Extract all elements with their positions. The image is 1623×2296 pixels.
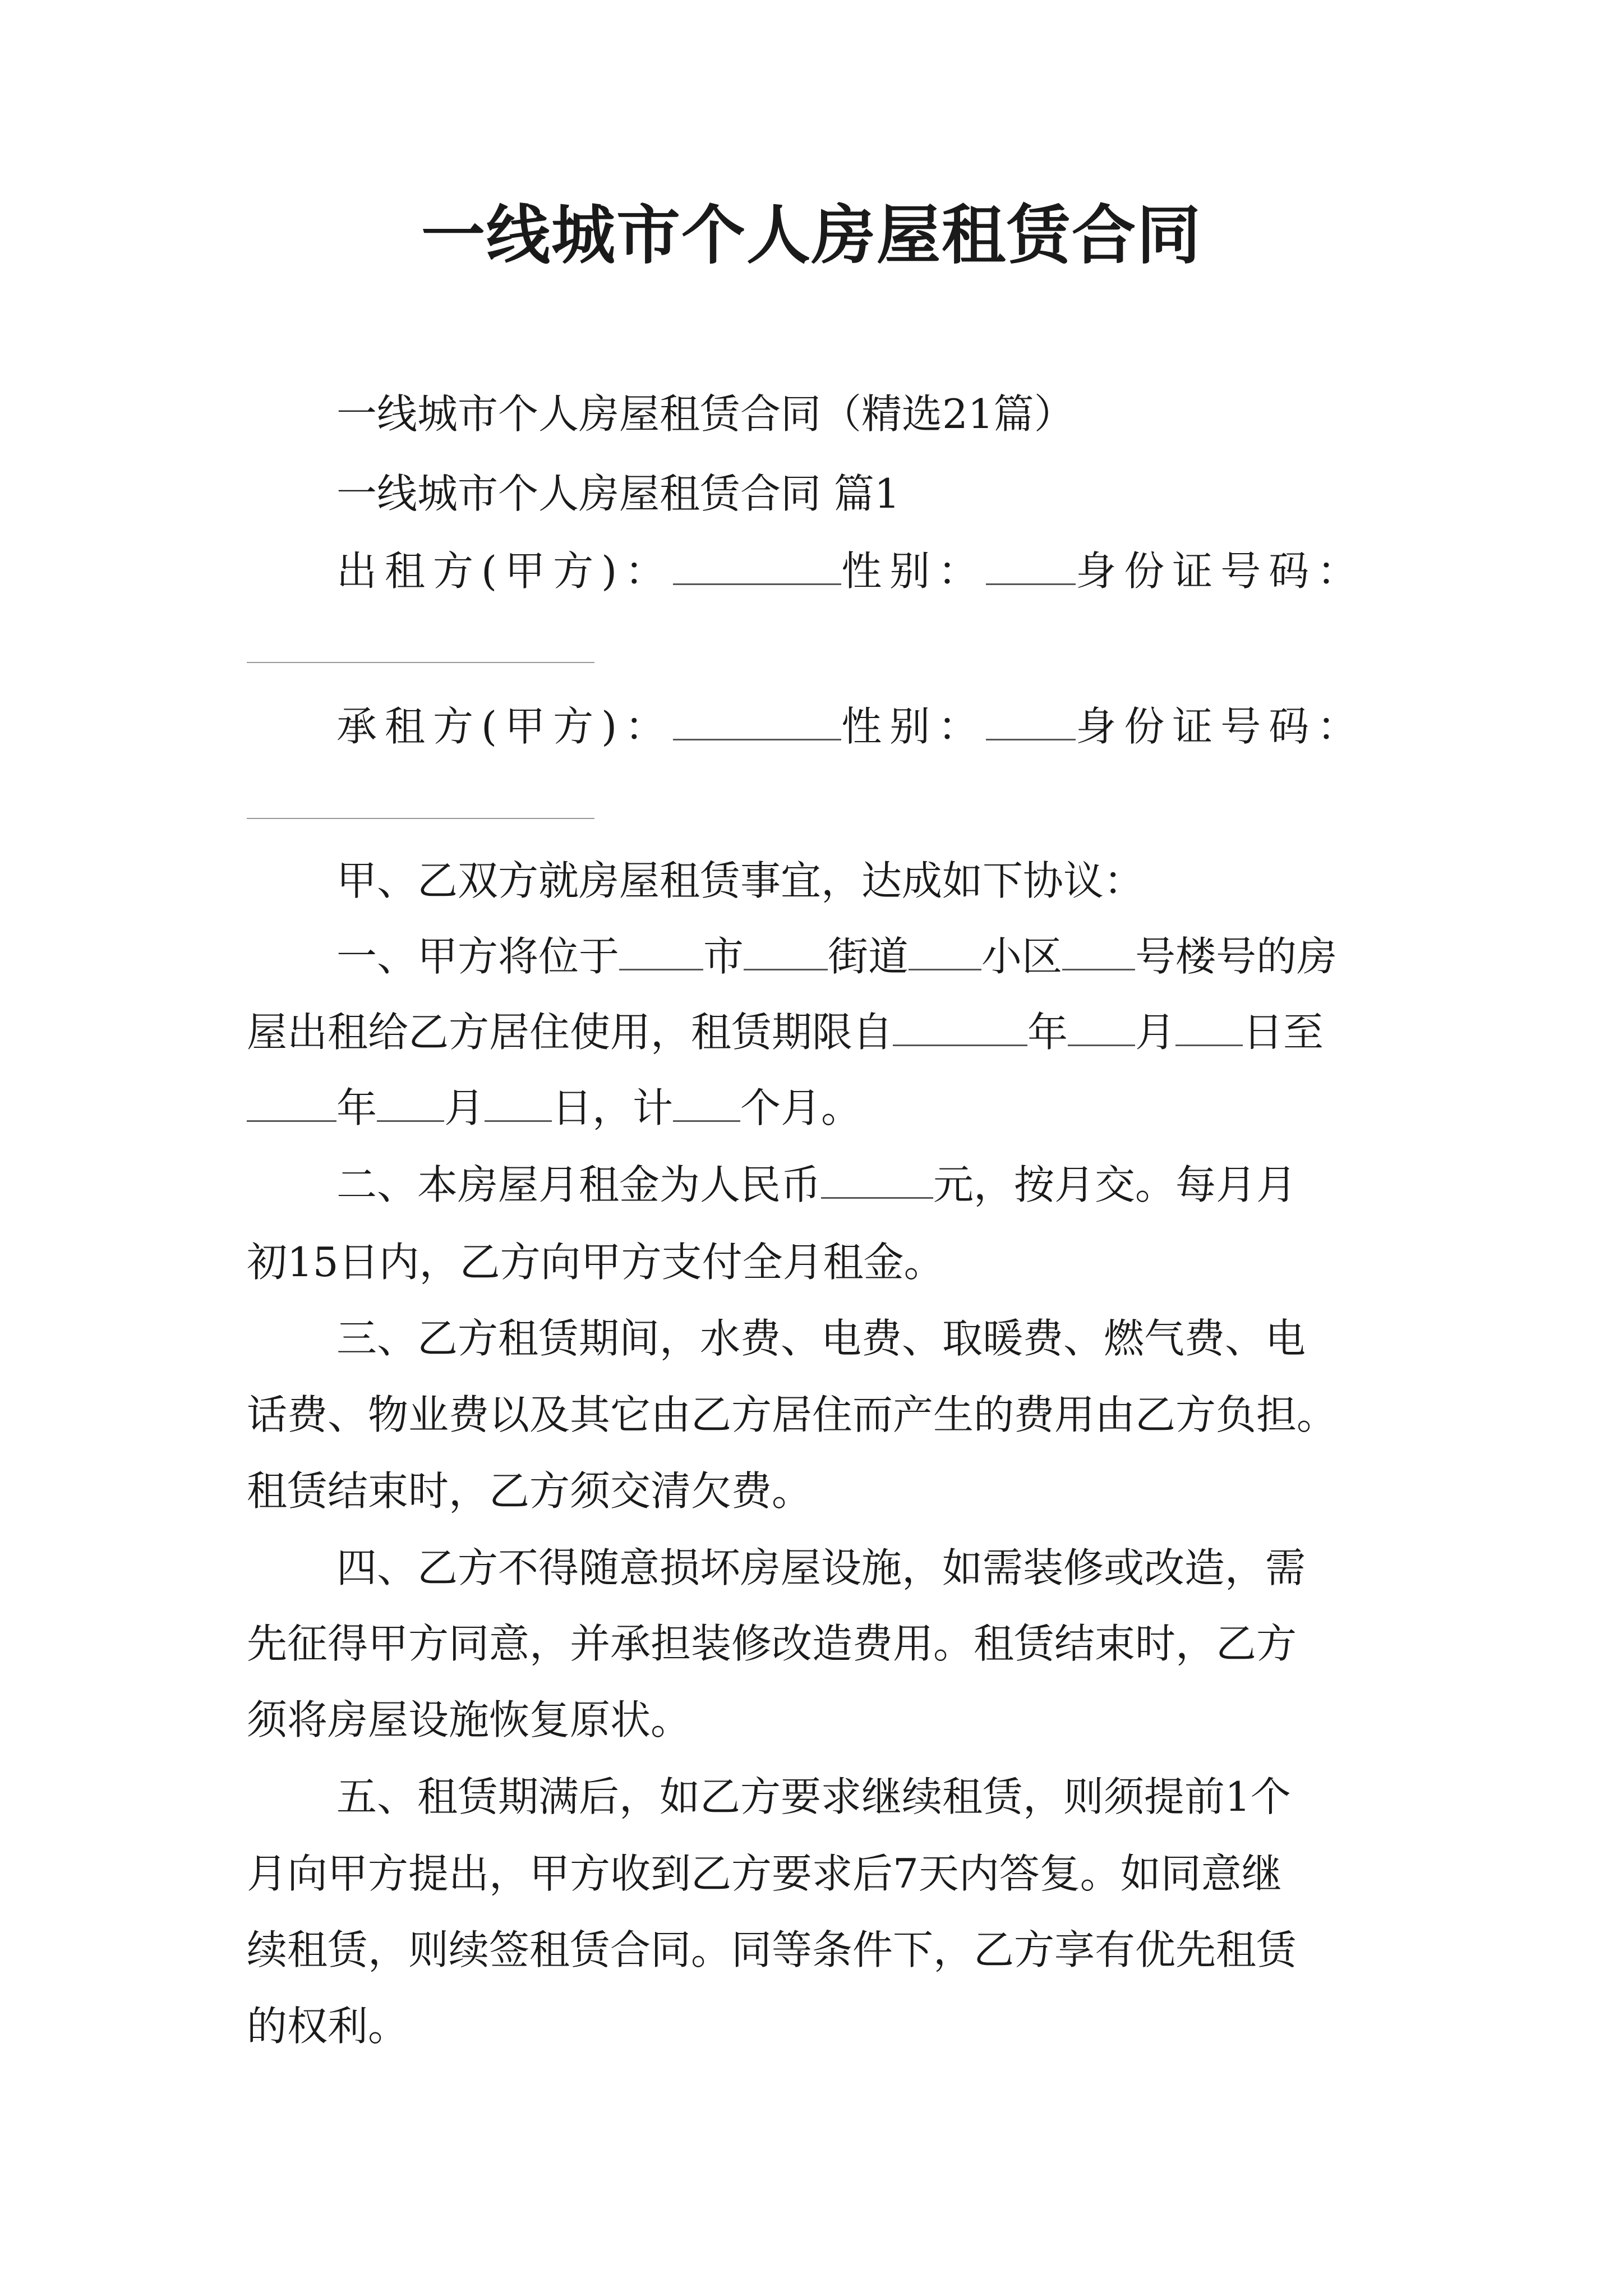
- clause1-line1: [336, 928, 1380, 984]
- clause1-text: 街道: [828, 933, 909, 980]
- lessee-gender-blank: [986, 704, 1076, 740]
- clause4-line3: 须将房屋设施恢复原状。: [247, 1696, 691, 1743]
- clause1-text: 个月。: [740, 1084, 862, 1131]
- clause1-text: 月: [444, 1084, 485, 1131]
- clause1-line2: [247, 1004, 1380, 1060]
- clause2-line1: [336, 1157, 1380, 1213]
- clause1-text: 市: [703, 933, 744, 980]
- clause1-text: 月: [1135, 1009, 1176, 1056]
- lessor-name-blank: [673, 549, 841, 585]
- lessee-gender-label: 性别：: [841, 703, 986, 750]
- clause1-text: 号楼号的房: [1135, 933, 1338, 980]
- city-blank: [619, 934, 703, 970]
- lessor-id-label: 身份证号码：: [1076, 547, 1366, 595]
- end-month-blank: [377, 1085, 444, 1122]
- clause3-line2: 话费、物业费以及其它由乙方居住而产生的费用由乙方负担。: [247, 1391, 1338, 1438]
- clause4-line2: 先征得甲方同意，并承担装修改造费用。租赁结束时，乙方: [247, 1620, 1297, 1667]
- clause1-text: 日至: [1243, 1009, 1324, 1056]
- clause1-text: 年: [1027, 1009, 1068, 1056]
- clause1-text: 年: [336, 1084, 377, 1131]
- clause5-line3: 续租赁，则续签租赁合同。同等条件下，乙方享有优先租赁: [247, 1926, 1297, 1973]
- lessor-gender-blank: [986, 549, 1076, 585]
- clause1-text: 一、甲方将位于: [336, 933, 620, 980]
- clause5-line4: 的权利。: [247, 2003, 409, 2050]
- lessor-gender-label: 性别：: [841, 547, 986, 595]
- start-month-blank: [1068, 1010, 1135, 1046]
- start-day-blank: [1175, 1010, 1243, 1046]
- lessee-name-blank: [673, 704, 841, 740]
- clause5-line1: 五、租赁期满后，如乙方要求继续租赁，则须提前1个: [336, 1773, 1291, 1820]
- end-day-blank: [485, 1085, 552, 1122]
- lessor-line: [336, 543, 1380, 599]
- months-blank: [673, 1085, 740, 1122]
- clause2-line2: 初15日内，乙方向甲方支付全月租金。: [247, 1239, 944, 1286]
- street-blank: [744, 934, 828, 970]
- lessee-label: 承租方(甲方)：: [336, 703, 674, 750]
- clause4-line1: 四、乙方不得随意损坏房屋设施，如需装修或改造，需: [336, 1544, 1306, 1591]
- lessee-id-label: 身份证号码：: [1076, 703, 1366, 750]
- end-year-blank: [247, 1085, 336, 1122]
- clause3-line1: 三、乙方租赁期间，水费、电费、取暖费、燃气费、电: [336, 1315, 1306, 1362]
- clause3-line3: 租赁结束时，乙方须交清欠费。: [247, 1467, 813, 1515]
- clause5-line2: 月向甲方提出，甲方收到乙方要求后7天内答复。如同意继: [247, 1850, 1282, 1897]
- clause1-text: 小区: [981, 933, 1063, 980]
- agreement-intro: 甲、乙双方就房屋租赁事宜，达成如下协议：: [336, 857, 1145, 904]
- lessee-line: [336, 698, 1380, 754]
- start-year-blank: [893, 1010, 1027, 1046]
- clause1-text: 日，计: [552, 1084, 674, 1131]
- rent-amount-blank: [821, 1162, 933, 1199]
- clause1-text: 屋出租给乙方居住使用，租赁期限自: [247, 1009, 893, 1056]
- document-title: 一线城市个人房屋租赁合同: [421, 198, 1202, 273]
- document-subtitle: 一线城市个人房屋租赁合同（精选21篇）: [336, 390, 1075, 438]
- clause2-text: 元，按月交。每月月: [933, 1161, 1297, 1208]
- clause2-text: 二、本房屋月租金为人民币: [336, 1161, 822, 1208]
- building-blank: [1062, 934, 1135, 970]
- clause1-line3: [247, 1080, 1380, 1136]
- lessor-label: 出租方(甲方)：: [336, 547, 674, 595]
- section-heading: 一线城市个人房屋租赁合同 篇1: [336, 470, 900, 517]
- lessor-id-blank: [247, 662, 594, 663]
- lessee-id-blank: [247, 818, 594, 819]
- community-blank: [909, 934, 981, 970]
